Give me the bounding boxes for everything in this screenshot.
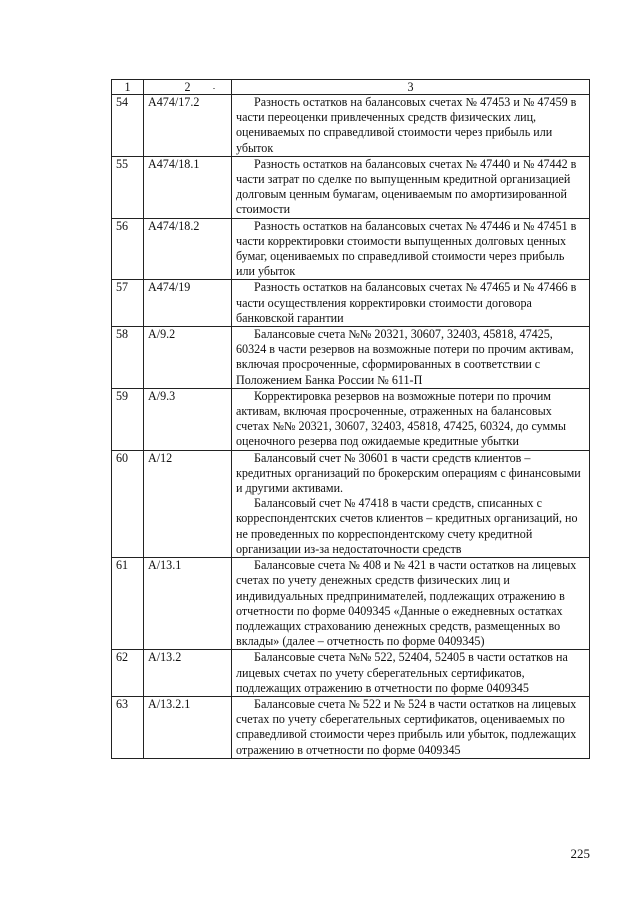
row-code: А/12 — [144, 450, 232, 557]
table-row — [112, 95, 590, 157]
row-number: 55 — [112, 156, 144, 218]
row-description — [232, 450, 590, 557]
row-description — [232, 218, 590, 280]
row-description — [232, 327, 590, 389]
table-row — [112, 388, 590, 450]
accounts-table — [111, 79, 590, 759]
row-number: 54 — [112, 95, 144, 157]
row-number: 56 — [112, 218, 144, 280]
row-code: А474/18.2 — [144, 218, 232, 280]
row-code: А474/18.1 — [144, 156, 232, 218]
row-number: 59 — [112, 388, 144, 450]
description-paragraph: Балансовый счет № 47418 в части средств, списанных с корреспондентских счетов клиентов – кредитных организаций, но не проведенных по корреспондентскому счету кредитной организации из-за недостаточности средств — [236, 496, 578, 556]
row-description — [232, 388, 590, 450]
header-col-2: 2 — [144, 80, 232, 95]
description-paragraph: Балансовые счета № 522 и № 524 в части остатков на лицевых счетах по учету сберегательных сертификатов, оцениваемых по справедливой стоимости через прибыль или убыток, подлежащих отражению в отчетности по форме 0409345 — [236, 696, 577, 757]
header-row — [112, 80, 590, 95]
description-paragraph: Балансовый счет № 30601 в части средств клиентов – кредитных организаций по брокерским операциям с финансовыми и другими активами. — [236, 450, 581, 496]
row-number: 61 — [112, 558, 144, 650]
page-number: 225 — [570, 846, 590, 861]
row-code: А474/19 — [144, 280, 232, 327]
row-description — [232, 95, 590, 157]
row-description — [232, 650, 590, 697]
description-paragraph: Разность остатков на балансовых счетах № 47465 и № 47466 в части осуществления корректировки стоимости договора банковской гарантии — [236, 280, 577, 325]
table-row — [112, 650, 590, 697]
description-paragraph: Балансовые счета №№ 20321, 30607, 32403, 45818, 47425, 60324 в части резервов на возможные потери по прочим активам, включая просроченные, сформированных в соответствии с Положением Банка России № 611-П — [236, 327, 574, 387]
row-number: 62 — [112, 650, 144, 697]
row-code: А474/17.2 — [144, 95, 232, 157]
description-paragraph: Разность остатков на балансовых счетах № 47440 и № 47442 в части затрат по сделке по выпущенным кредитной организацией долговым ценным бумагам, оцениваемым по амортизированной стоимости — [236, 156, 577, 217]
row-description — [232, 156, 590, 218]
header-col-3: 3 — [232, 80, 590, 95]
table-row — [112, 327, 590, 389]
header-col-1: 1 — [112, 80, 144, 95]
row-description — [232, 558, 590, 650]
description-paragraph: Разность остатков на балансовых счетах № 47446 и № 47451 в части корректировки стоимости выпущенных долговых ценных бумаг, оцениваемых по справедливой стоимости через прибыль или убыток — [236, 218, 577, 279]
description-paragraph: Разность остатков на балансовых счетах № 47453 и № 47459 в части переоценки привлеченных средств физических лиц, оцениваемых по справедливой стоимости через прибыль или убыток — [236, 95, 577, 155]
table-row — [112, 450, 590, 557]
row-number: 58 — [112, 327, 144, 389]
table-row — [112, 696, 590, 758]
description-paragraph: Корректировка резервов на возможные потери по прочим активам, включая просроченные, отраженных на балансовых счетах №№ 20321, 30607, 32403, 45818, 47425, 60324, до суммы оценочного резерва под ожидаемые кредитные убытки — [236, 388, 566, 449]
description-paragraph: Балансовые счета № 408 и № 421 в части остатков на лицевых счетах по учету денежных средств физических лиц и индивидуальных предпринимателей, подлежащих отражению в отчетности по форме 0409345 «Данные о ежедневных остатках подлежащих страхованию денежных средств, размещенных во вклады» (далее – отчетность по форме 0409345) — [236, 558, 577, 649]
table-row — [112, 218, 590, 280]
table-row — [112, 156, 590, 218]
row-code: А/13.2.1 — [144, 696, 232, 758]
row-code: А/9.3 — [144, 388, 232, 450]
table-row — [112, 280, 590, 327]
description-paragraph: Балансовые счета №№ 522, 52404, 52405 в части остатков на лицевых счетах по учету сберегательных сертификатов, подлежащих отражению в отчетности по форме 0409345 — [236, 650, 568, 695]
row-number: 63 — [112, 696, 144, 758]
row-code: А/13.1 — [144, 558, 232, 650]
row-description — [232, 280, 590, 327]
row-code: А/13.2 — [144, 650, 232, 697]
row-number: 60 — [112, 450, 144, 557]
row-code: А/9.2 — [144, 327, 232, 389]
table-row — [112, 558, 590, 650]
row-description — [232, 696, 590, 758]
row-number: 57 — [112, 280, 144, 327]
